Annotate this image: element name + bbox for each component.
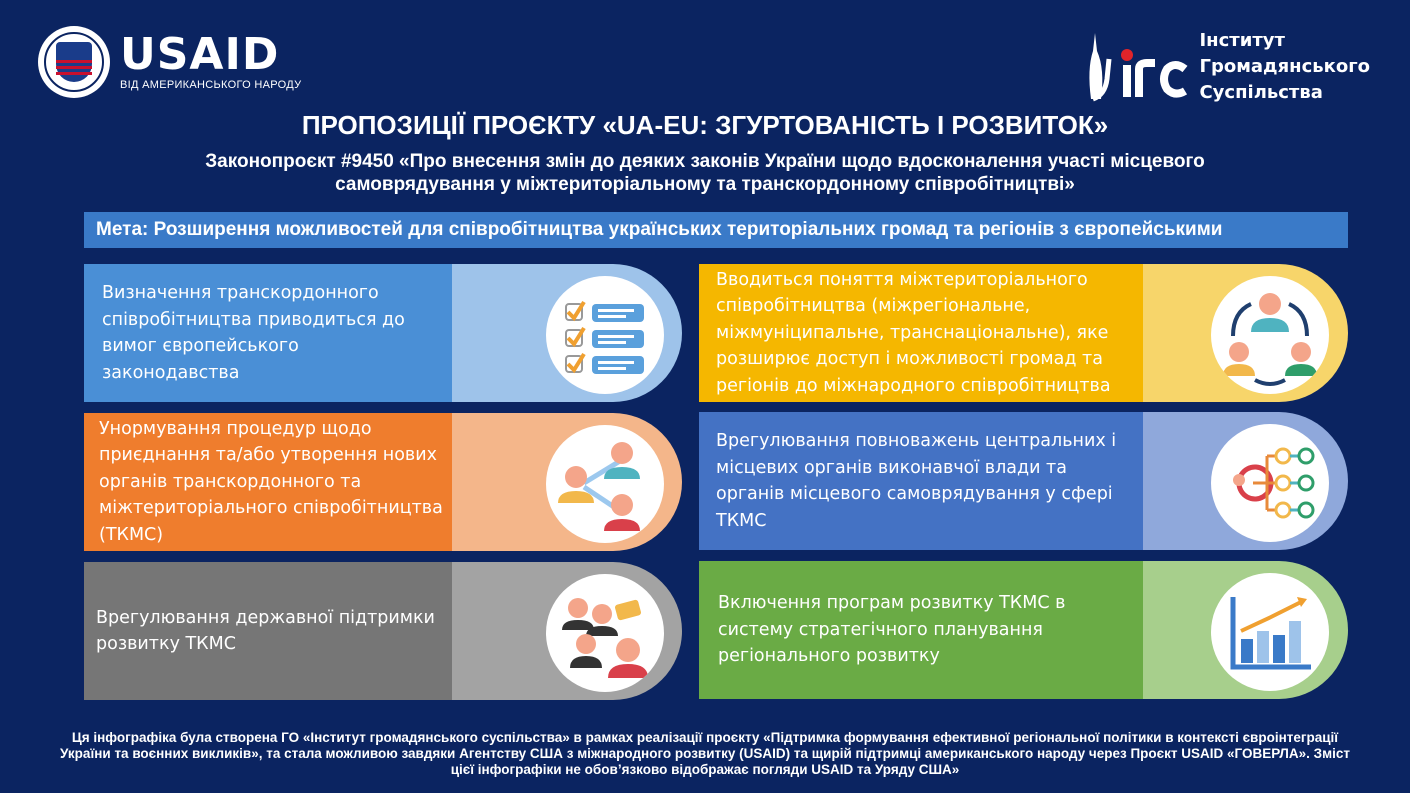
card-body bbox=[84, 413, 452, 551]
network-people-icon bbox=[546, 425, 664, 543]
goal-text: Мета: Розширення можливостей для співробітництва українських територіальних громад та регіонів з європейськими bbox=[96, 219, 1223, 240]
usaid-seal-icon bbox=[38, 26, 110, 98]
ics-logo bbox=[1083, 28, 1370, 106]
proposal-card bbox=[84, 562, 682, 700]
ics-name-line: Суспільства bbox=[1199, 82, 1323, 103]
card-text: Врегулювання державної підтримки розвитку ТКМС bbox=[96, 607, 435, 654]
checklist-icon bbox=[546, 276, 664, 394]
usaid-wordmark: USAID bbox=[120, 29, 280, 80]
card-text: Включення програм розвитку ТКМС в систему стратегічного планування регіонального розвитку bbox=[718, 593, 1066, 667]
ics-name-line: Інститут bbox=[1199, 30, 1285, 51]
proposal-card bbox=[699, 264, 1348, 402]
card-body bbox=[699, 264, 1143, 402]
card-text: Визначення транскордонного співробітництва приводиться до вимог європейського законодавства bbox=[102, 283, 405, 383]
proposal-card bbox=[84, 264, 682, 402]
card-text: Врегулювання повноважень центральних і місцевих органів виконавчої влади та органів місцевого самоврядування у сфері ТКМС bbox=[716, 431, 1117, 531]
growth-chart-icon bbox=[1211, 573, 1329, 691]
page-subtitle: Законопроєкт #9450 «Про внесення змін до деяких законів України щодо вдосконалення участі місцевого самоврядування у міжтериторіальному та транскордонному співробітництві» bbox=[205, 151, 1205, 195]
proposal-card bbox=[699, 561, 1348, 699]
ics-name-line: Громадянського bbox=[1199, 56, 1370, 77]
footer-disclaimer: Ця інфографіка була створена ГО «Інститут громадянського суспільства» в рамках реалізації проєкту «Підтримка формування ефективної регіональної політики в контексті євроінтеграції України та воєнних викликів», та стала можливою завдяки Агентству США з міжнародного розвитку (USAID) та щирій підтримці американського народу через Проєкт USAID «ГОВЕРЛА». Зміст цієї інфографіки не обов’язково відображає погляди USAID та Уряду США» bbox=[60, 730, 1350, 777]
usaid-logo bbox=[38, 26, 301, 98]
cycle-people-icon bbox=[1211, 276, 1329, 394]
page-title: ПРОПОЗИЦІЇ ПРОЄКТУ «UA-EU: ЗГУРТОВАНІСТЬ І РОЗВИТОК» bbox=[301, 110, 1109, 140]
usaid-tagline: ВІД АМЕРИКАНСЬКОГО НАРОДУ bbox=[120, 79, 302, 91]
card-text: Унормування процедур щодо приєднання та/або утворення нових органів транскордонного та міжтериторіального співробітництва (ТКМС) bbox=[99, 418, 443, 545]
goal-banner bbox=[84, 212, 1348, 248]
ics-emblem-icon bbox=[1083, 29, 1189, 105]
proposal-card bbox=[84, 413, 682, 551]
support-people-icon bbox=[546, 574, 664, 692]
proposal-card bbox=[699, 412, 1348, 550]
card-body bbox=[699, 412, 1143, 550]
card-body bbox=[84, 562, 452, 700]
card-body bbox=[84, 264, 452, 402]
card-body bbox=[699, 561, 1143, 699]
hierarchy-icon bbox=[1211, 424, 1329, 542]
card-text: Вводиться поняття міжтериторіального співробітництва (міжрегіональне, міжмуніципальне, транснаціональне), яке розширює доступ і можливості громад та регіонів до міжнародного співробітництва bbox=[716, 269, 1111, 396]
